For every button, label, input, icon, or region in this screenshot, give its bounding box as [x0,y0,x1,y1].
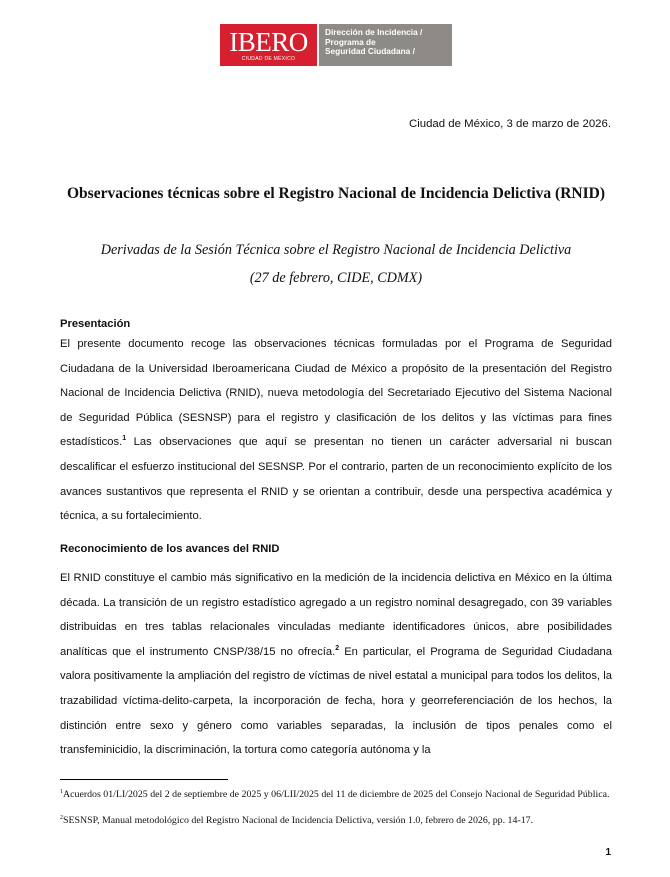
document-subtitle [60,236,612,292]
ibero-logo [220,24,317,66]
footnote-text: Acuerdos 01/LI/2025 del 2 de septiembre de 2025 y 06/LII/2025 del 11 de diciembre de 2025 del Consejo Nacional de Seguridad Pública. [63,789,610,800]
document-title: Observaciones técnicas sobre el Registro Nacional de Incidencia Delictiva (RNID) [67,185,605,202]
paragraph-text: El presente documento recoge las observaciones técnicas formuladas por el Programa de Seguridad Ciudadana de la Universidad Iberoamericana Ciudad de México a propósito de la presentación del Registro Nacional de Incidencia Delictiva (RNID), nueva metodología del Secretariado Ejecutivo del Sistema Nacional de Seguridad Pública (SESNSP) para el registro y clasificación de los delitos y las víctimas para fines estadísticos. [60,338,612,449]
page-number: 1 [605,847,611,858]
footnote-number: 1 [60,789,63,795]
subtitle-date: (27 de febrero, CIDE, CDMX) [249,270,423,286]
footnote-separator [60,779,228,780]
office-line: Dirección de Incidencia / [325,27,423,37]
section-heading-presentacion: Presentación [60,318,131,330]
document-date: Ciudad de México, 3 de marzo de 2026. [409,118,611,130]
paragraph-text: Las observaciones que aquí se presentan no tienen un carácter adversarial ni buscan descalificar el esfuerzo institucional del SESNSP. Por el contrario, parten de un reconocimiento explícito de los avances sustantivos que representa el RNID y se orientan a contribuir, desde una perspectiva académica y técnica, a su fortalecimiento. [60,436,612,523]
office-line: Seguridad Ciudadana / [325,46,415,57]
footnote-2 [60,815,612,827]
footnote-number: 2 [60,815,63,821]
paragraph-text: El RNID constituye el cambio más significativo en la medición de la incidencia delictiva en México en la última década. La transición de un registro estadístico agregado a un registro nominal desagregado, con 39 variables distribuidas en tres tablas relacionales vinculadas mediante identificadores únicos, abre posibilidades analíticas que el instrumento CNSP/38/15 no ofrecía. [60,572,612,658]
footnote-ref: 1 [122,435,127,443]
section-heading-reconocimiento: Reconocimiento de los avances del RNID [60,543,280,555]
institution-header [220,24,452,66]
footnote-ref: 2 [335,644,340,652]
logo-subtitle: CIUDAD DE MÉXICO [241,55,296,62]
subtitle-line: Derivadas de la Sesión Técnica sobre el Registro Nacional de Incidencia Delictiva [100,242,572,258]
paragraph-presentacion [60,332,612,529]
footnote-1 [60,789,612,801]
paragraph-text: En particular, el Programa de Seguridad Ciudadana valora positivamente la ampliación del registro de víctimas de nivel estatal a municipal para todos los delitos, la trazabilidad víctima-delito-carpeta, la incorporación de fecha, hora y georreferenciación de los hechos, la distinción entre sexo y género como variables separadas, la inclusión de tipos penales como el transfeminicidio, la discriminación, la tortura como categoría autónoma y la [60,645,612,757]
logo-name: IBERO [229,26,308,57]
office-label [319,24,452,66]
paragraph-reconocimiento [60,566,612,763]
footnote-text: SESNSP, Manual metodológico del Registro Nacional de Incidencia Delictiva, versión 1.0, febrero de 2026, pp. 14-17. [63,815,534,826]
office-line: Programa de [325,36,376,47]
